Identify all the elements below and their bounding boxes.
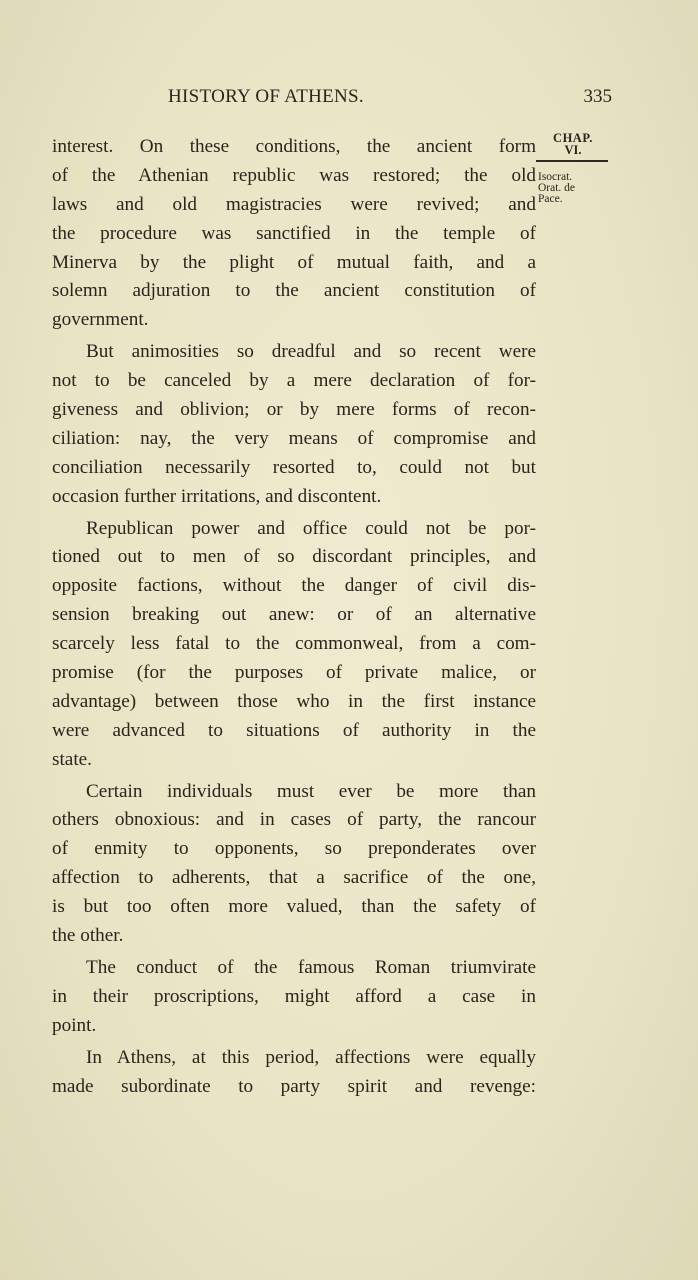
text-line: Certain individuals must ever be more than	[86, 780, 536, 802]
text-line: In Athens, at this period, affections were equally	[86, 1046, 536, 1068]
text-line: Minerva by the plight of mutual faith, and a	[52, 251, 536, 273]
paragraph	[52, 515, 536, 775]
margin-notes	[538, 132, 608, 205]
text-line: is but too often more valued, than the safety of	[52, 896, 536, 918]
citation-line: Pace.	[538, 193, 563, 205]
text-line: giveness and oblivion; or by mere forms of recon-	[52, 399, 536, 421]
text-line: the other.	[52, 925, 124, 947]
citation-line: Orat. de	[538, 182, 576, 194]
chapter-label: CHAP.	[553, 131, 593, 145]
text-line: Republican power and office could not be por-	[86, 517, 536, 539]
paragraph	[52, 338, 536, 511]
text-line: ciliation: nay, the very means of compromise and	[52, 427, 536, 449]
running-title: HISTORY OF ATHENS.	[168, 86, 364, 107]
text-line: made subordinate to party spirit and revenge:	[52, 1075, 536, 1097]
text-line: government.	[52, 309, 149, 331]
text-line: occasion further irritations, and discontent.	[52, 485, 382, 507]
text-line: promise (for the purposes of private malice, or	[52, 662, 536, 684]
paragraph	[52, 133, 536, 335]
text-line: conciliation necessarily resorted to, could not but	[52, 456, 536, 478]
citation-line: Isocrat.	[538, 171, 573, 183]
chapter-rule	[536, 160, 608, 162]
text-line: affection to adherents, that a sacrifice of the one,	[52, 867, 536, 889]
text-line: others obnoxious: and in cases of party, the rancour	[52, 809, 536, 831]
text-line: interest. On these conditions, the ancient form	[52, 136, 536, 157]
paragraph	[52, 778, 536, 951]
text-line: opposite factions, without the danger of civil dis-	[52, 575, 536, 597]
text-line: point.	[52, 1014, 97, 1036]
text-line: advantage) between those who in the first instance	[52, 690, 536, 712]
paragraph	[52, 1044, 536, 1102]
text-line: the procedure was sanctified in the temple of	[52, 222, 536, 244]
text-line: But animosities so dreadful and so recent were	[86, 341, 536, 363]
text-line: of the Athenian republic was restored; the old	[52, 164, 536, 186]
paragraph	[52, 954, 536, 1041]
text-line: tioned out to men of so discordant principles, and	[52, 546, 536, 568]
citation-note	[538, 172, 608, 205]
text-line: not to be canceled by a mere declaration of for-	[52, 370, 536, 392]
text-line: solemn adjuration to the ancient constitution of	[52, 280, 536, 302]
body-text	[52, 133, 536, 1101]
text-line: scarcely less fatal to the commonweal, from a com-	[52, 633, 536, 655]
text-line: The conduct of the famous Roman triumvirate	[86, 956, 536, 978]
text-line: sension breaking out anew: or of an alternative	[52, 604, 536, 626]
text-line: of enmity to opponents, so preponderates over	[52, 838, 536, 860]
page-number: 335	[583, 86, 612, 107]
text-line: in their proscriptions, might afford a case in	[52, 985, 536, 1007]
text-line: state.	[52, 748, 92, 770]
chapter-number: VI.	[564, 143, 582, 157]
text-line: were advanced to situations of authority in the	[52, 719, 536, 741]
running-head	[168, 86, 612, 116]
text-line: laws and old magistracies were revived; and	[52, 193, 536, 215]
